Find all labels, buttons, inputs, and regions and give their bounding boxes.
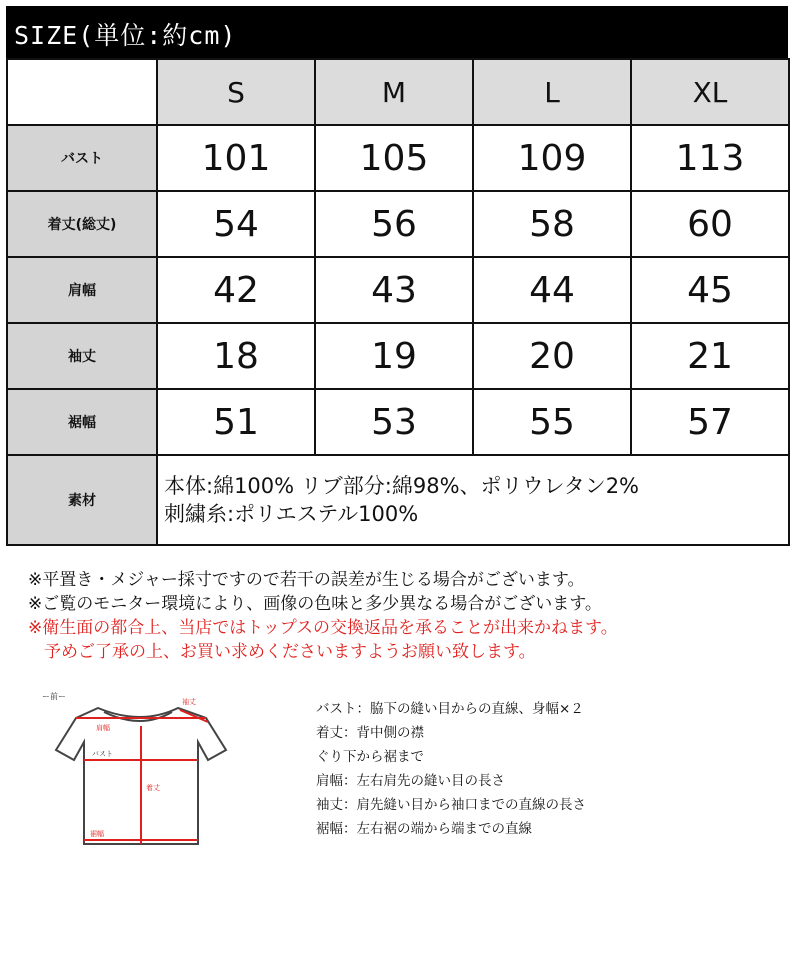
table-cell: 105 [315, 125, 473, 191]
hem-label: 裾幅 [90, 830, 104, 838]
table-cell: 19 [315, 323, 473, 389]
table-cell: 51 [157, 389, 315, 455]
table-row-hem [7, 389, 789, 455]
measurement-legend [316, 697, 586, 841]
row-label: 着丈(総丈) [7, 191, 157, 257]
row-label: 袖丈 [7, 323, 157, 389]
size-header-s: S [157, 59, 315, 125]
table-row-sleeve [7, 323, 789, 389]
material-line-2: 刺繍糸:ポリエステル100% [164, 502, 419, 526]
size-header-m: M [315, 59, 473, 125]
sleeve-label: 袖丈 [182, 698, 196, 706]
table-cell: 109 [473, 125, 631, 191]
legend-line: 着丈：背中側の襟 [316, 725, 424, 741]
notes [28, 568, 618, 664]
row-label: 裾幅 [7, 389, 157, 455]
table-cell: 44 [473, 257, 631, 323]
front-label: ー前ー [42, 692, 66, 701]
page-title: SIZE(単位:約cm) [14, 21, 237, 50]
table-row-length [7, 191, 789, 257]
table-cell: 101 [157, 125, 315, 191]
size-header-l: L [473, 59, 631, 125]
row-label: バスト [7, 125, 157, 191]
table-cell: 54 [157, 191, 315, 257]
table-row-shoulder [7, 257, 789, 323]
row-label: 素材 [7, 455, 157, 545]
table-cell: 18 [157, 323, 315, 389]
table-cell: 21 [631, 323, 789, 389]
note-line: ※平置き・メジャー採寸ですので若干の誤差が生じる場合がございます。 [28, 570, 585, 590]
size-header-xl: XL [631, 59, 789, 125]
shoulder-label: 肩幅 [96, 724, 110, 732]
size-header-row [7, 59, 789, 125]
table-cell: 42 [157, 257, 315, 323]
material-cell [157, 455, 789, 545]
table-cell: 45 [631, 257, 789, 323]
legend-line: 袖丈：肩先縫い目から袖口までの直線の長さ [316, 797, 586, 813]
table-corner-cell [7, 59, 157, 125]
table-cell: 57 [631, 389, 789, 455]
table-cell: 60 [631, 191, 789, 257]
row-label: 肩幅 [7, 257, 157, 323]
table-cell: 58 [473, 191, 631, 257]
material-line-1: 本体:綿100% リブ部分:綿98%、ポリウレタン2% [164, 474, 640, 498]
table-row-material [7, 455, 789, 545]
legend-line: 肩幅：左右肩先の縫い目の長さ [316, 773, 505, 789]
legend-line: バスト：脇下の縫い目からの直線、身幅×２ [316, 701, 584, 717]
warning-line: 予めご了承の上、お買い求めくださいますようお願い致します。 [44, 642, 536, 662]
note-line: ※ご覧のモニター環境により、画像の色味と多少異なる場合がございます。 [28, 594, 602, 614]
table-cell: 113 [631, 125, 789, 191]
table-cell: 55 [473, 389, 631, 455]
table-cell: 56 [315, 191, 473, 257]
length-label: 着丈 [146, 784, 160, 792]
table-cell: 20 [473, 323, 631, 389]
table-cell: 43 [315, 257, 473, 323]
tshirt-diagram [40, 690, 230, 860]
table-row-bust [7, 125, 789, 191]
bust-label: バスト [92, 750, 113, 758]
legend-line: 裾幅：左右裾の端から端までの直線 [316, 821, 532, 837]
warning-line: ※衛生面の都合上、当店ではトップスの交換返品を承ることが出来かねます。 [28, 618, 618, 638]
title-bar [6, 6, 788, 58]
table-cell: 53 [315, 389, 473, 455]
size-table [6, 58, 790, 546]
legend-line: ぐり下から裾まで [316, 749, 424, 765]
